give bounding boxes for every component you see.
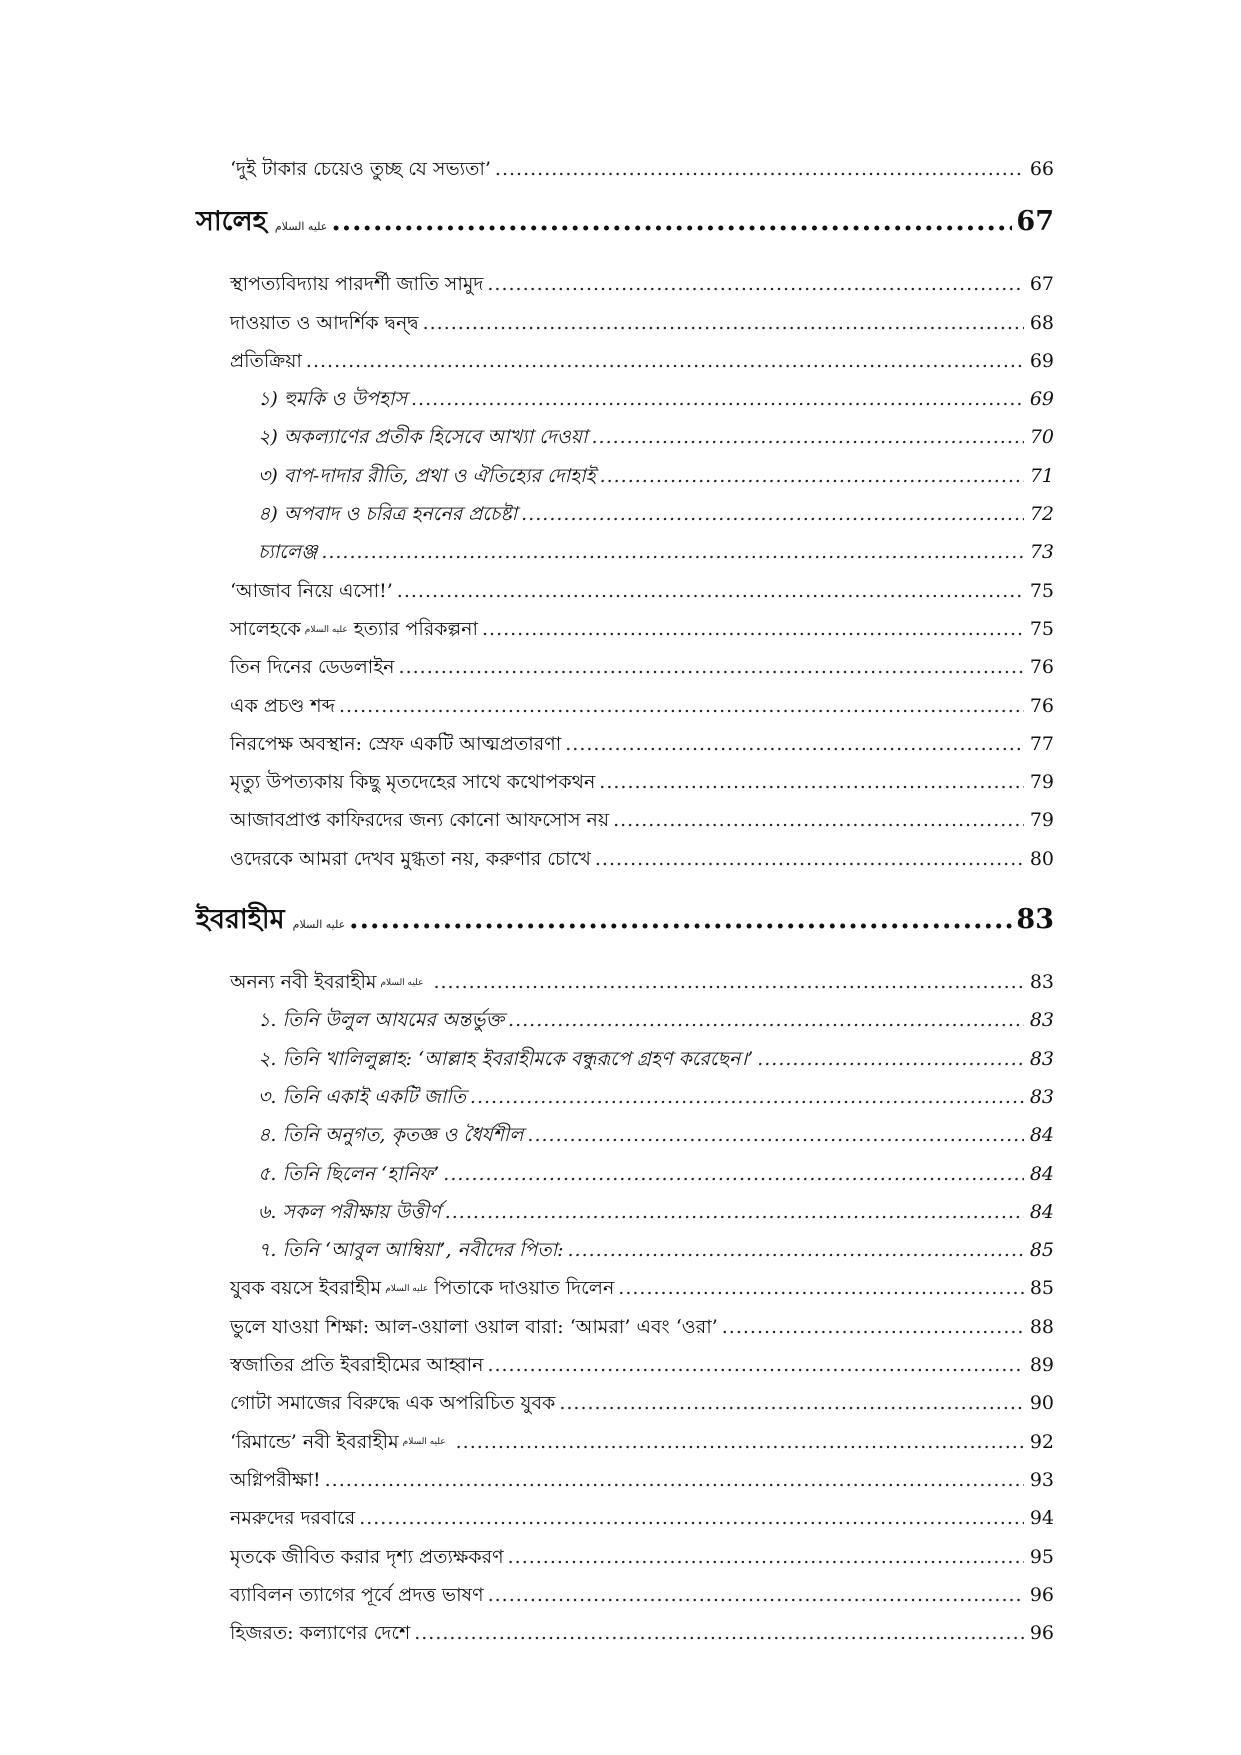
toc-entry-label: ব্যাবিলন ত্যাগের পূর্বে প্রদত্ত ভাষণ [230, 1583, 484, 1606]
toc-entry-page: 70 [1029, 426, 1054, 449]
toc-subentry[interactable] [196, 1231, 1054, 1269]
toc-entry[interactable] [196, 304, 1054, 342]
toc-entry-label: দাওয়াত ও আদর্শিক দ্বন্দ্ব [230, 311, 419, 334]
toc-entry[interactable] [196, 150, 1054, 188]
label-part: সালেহকে [230, 617, 301, 640]
toc-entry[interactable] [196, 648, 1054, 686]
label-part: অনন্য নবী ইবরাহীম [230, 971, 377, 994]
dot-leader [508, 1001, 1024, 1039]
toc-entry-page: 83 [1029, 1047, 1054, 1070]
dot-leader [433, 963, 1024, 1001]
toc-entry-label [230, 963, 429, 1002]
toc-entry-label: চ্যালেঞ্জ [258, 541, 318, 564]
chapter-title: সালেহ [196, 206, 267, 238]
honorific-calligraphy-icon: عليه السلام [292, 918, 346, 932]
toc-entry-page: 79 [1029, 771, 1054, 794]
label-part: ‘রিমান্ডে’ নবী ইবরাহীম [230, 1430, 399, 1453]
toc-entry-page: 66 [1029, 158, 1054, 180]
dot-leader [411, 380, 1024, 418]
dot-leader [443, 1155, 1024, 1193]
dot-leader [470, 1078, 1024, 1116]
toc-entry-label: ভুলে যাওয়া শিক্ষা: আল-ওয়ালা ওয়াল বারা: ‘আমরা’ এবং ‘ওরা’ [230, 1315, 718, 1338]
toc-entry-page: 83 [1029, 1085, 1054, 1108]
toc-entry-label: ১) হুমকি ও উপহাস [258, 388, 407, 411]
toc-entry[interactable] [196, 1576, 1054, 1614]
toc-entry-page: 93 [1029, 1468, 1054, 1491]
toc-subentry[interactable] [196, 1001, 1054, 1039]
dot-leader [487, 1346, 1024, 1384]
label-part: যুবক বয়সে ইবরাহীম [230, 1277, 382, 1300]
toc-entry-page: 69 [1029, 388, 1054, 411]
toc-entry-page: 73 [1029, 541, 1054, 564]
toc-entry-label: অগ্নিপরীক্ষা! [230, 1468, 321, 1491]
toc-entry-page: 95 [1029, 1545, 1054, 1568]
dot-leader [487, 265, 1024, 303]
dot-leader [349, 900, 1012, 940]
toc-entry-label: প্রতিক্রিয়া [230, 349, 302, 372]
toc-entry[interactable] [196, 1308, 1054, 1346]
dot-leader [445, 1193, 1024, 1231]
dot-leader [567, 1231, 1024, 1269]
dot-leader [414, 1614, 1024, 1652]
toc-entry[interactable] [196, 265, 1054, 303]
chapter-heading-ibrahim[interactable] [196, 900, 1054, 945]
toc-entry[interactable] [196, 1499, 1054, 1537]
dot-leader [559, 1384, 1024, 1422]
toc-subentry[interactable] [196, 495, 1054, 533]
toc-subentry[interactable] [196, 1116, 1054, 1154]
dot-leader [527, 1116, 1024, 1154]
dot-leader [613, 801, 1024, 839]
toc-subentry[interactable] [196, 418, 1054, 456]
toc-entry-label: ৩) বাপ-দাদার রীতি, প্রথা ও ঐতিহ্যের দোহাই [258, 464, 596, 487]
dot-leader [599, 763, 1024, 801]
dot-leader [600, 457, 1024, 495]
toc-entry[interactable] [196, 1423, 1054, 1461]
toc-entry-label: ২. তিনি খালিলুল্লাহ: ‘আল্লাহ ইবরাহীমকে বন্ধুরূপে গ্রহণ করেছেন।’ [258, 1047, 754, 1070]
dot-leader [456, 1423, 1024, 1461]
toc-entry-page: 96 [1029, 1583, 1054, 1606]
toc-subentry[interactable] [196, 380, 1054, 418]
toc-entry-page: 77 [1029, 732, 1054, 755]
toc-subentry[interactable] [196, 1040, 1054, 1078]
toc-entry[interactable] [196, 725, 1054, 763]
toc-entry[interactable] [196, 610, 1054, 648]
toc-subentry[interactable] [196, 533, 1054, 571]
toc-entry-page: 83 [1029, 1009, 1054, 1032]
dot-leader [321, 533, 1024, 571]
dot-leader [399, 648, 1024, 686]
toc-entry-label: ওদেরকে আমরা দেখব মুগ্ধতা নয়, করুণার চোখে [230, 847, 591, 870]
toc-entry-label: তিন দিনের ডেডলাইন [230, 656, 395, 679]
label-part: পিতাকে দাওয়াত দিলেন [434, 1277, 615, 1300]
toc-entry-page: 85 [1029, 1239, 1054, 1262]
toc-entry-page: 90 [1029, 1392, 1054, 1415]
dot-leader [359, 1499, 1024, 1537]
toc-entry-page: 68 [1029, 311, 1054, 334]
toc-entry-label: ২) অকল্যাণের প্রতীক হিসেবে আখ্যা দেওয়া [258, 426, 588, 449]
toc-entry-label: ‘আজাব নিয়ে এসো!’ [230, 579, 393, 602]
toc-entry-page: 72 [1029, 503, 1054, 526]
dot-leader [306, 342, 1024, 380]
dot-leader [339, 687, 1024, 725]
toc-entry-label: ৪) অপবাদ ও চরিত্র হননের প্রচেষ্টা [258, 503, 518, 526]
toc-entry-label: ১. তিনি উলুল আযমের অন্তর্ভুক্ত [258, 1009, 505, 1032]
chapter-page: 67 [1016, 206, 1054, 238]
toc-entry-page: 75 [1029, 617, 1054, 640]
toc-entry-page: 84 [1029, 1124, 1054, 1147]
toc-entry-page: 84 [1029, 1162, 1054, 1185]
dot-leader [508, 1538, 1024, 1576]
toc-entry-label: এক প্রচণ্ড শব্দ [230, 694, 335, 717]
toc-entry-label: ‘দুই টাকার চেয়েও তুচ্ছ যে সভ্যতা’ [230, 158, 491, 180]
toc-entry-page: 80 [1029, 847, 1054, 870]
dot-leader [325, 1461, 1024, 1499]
dot-leader [565, 725, 1024, 763]
toc-entry-label [230, 1423, 452, 1462]
toc-entry-label: মৃতকে জীবিত করার দৃশ্য প্রত্যক্ষকরণ [230, 1545, 504, 1568]
toc-entry-label: ৪. তিনি অনুগত, কৃতজ্ঞ ও ধৈর্যশীল [258, 1124, 524, 1147]
toc-entry[interactable] [196, 687, 1054, 725]
dot-leader [423, 304, 1024, 342]
toc-entry[interactable] [196, 1538, 1054, 1576]
toc-entry-label: ৩. তিনি একাই একটি জাতি [258, 1085, 466, 1108]
toc-entry-label: হিজরত: কল্যাণের দেশে [230, 1622, 411, 1645]
dot-leader [521, 495, 1024, 533]
toc-entry-page: 89 [1029, 1354, 1054, 1377]
toc-entry-page: 85 [1029, 1277, 1054, 1300]
label-part: হত্যার পরিকল্পনা [353, 617, 478, 640]
dot-leader [482, 610, 1024, 648]
toc-entry-page: 92 [1029, 1430, 1054, 1453]
toc-entry-label: ৫. তিনি ছিলেন ‘হানিফ’ [258, 1162, 440, 1185]
toc-entry-page: 96 [1029, 1622, 1054, 1645]
toc-entry-label: ৭. তিনি ‘আবুল আম্বিয়া’, নবীদের পিতা: [258, 1239, 564, 1262]
chapter-page: 83 [1016, 904, 1054, 936]
honorific-calligraphy-icon: عليه السلام [274, 220, 328, 234]
dot-leader [397, 572, 1024, 610]
toc-entry[interactable] [196, 342, 1054, 380]
toc-entry[interactable] [196, 840, 1054, 878]
toc-entry[interactable] [196, 1346, 1054, 1384]
honorific-calligraphy-icon: عليه السلام [380, 977, 424, 988]
toc-entry-page: 69 [1029, 349, 1054, 372]
honorific-calligraphy-icon: عليه السلام [304, 624, 348, 635]
toc-subentry[interactable] [196, 1078, 1054, 1116]
toc-entry-page: 75 [1029, 579, 1054, 602]
toc-entry[interactable] [196, 963, 1054, 1001]
chapter-heading-saleh[interactable] [196, 202, 1054, 247]
toc-entry-page: 83 [1029, 971, 1054, 994]
dot-leader [488, 1576, 1024, 1614]
dot-leader [595, 840, 1024, 878]
toc-entry[interactable] [196, 572, 1054, 610]
toc-entry-label: আজাবপ্রাপ্ত কাফিরদের জন্য কোনো আফসোস নয় [230, 809, 610, 832]
dot-leader [618, 1269, 1024, 1307]
toc-entry-label [230, 1269, 614, 1308]
honorific-calligraphy-icon: عليه السلام [402, 1437, 446, 1448]
toc-entry[interactable] [196, 1384, 1054, 1422]
toc-entry[interactable] [196, 1461, 1054, 1499]
dot-leader [591, 418, 1024, 456]
toc-entry-label: স্বজাতির প্রতি ইবরাহীমের আহ্বান [230, 1354, 484, 1377]
toc-entry-label: নমরুদের দরবারে [230, 1507, 356, 1530]
toc-entry-label: মৃত্যু উপত্যকায় কিছু মৃতদেহের সাথে কথোপকথন [230, 771, 596, 794]
toc-subentry[interactable] [196, 457, 1054, 495]
dot-leader [722, 1308, 1024, 1346]
chapter-title: ইবরাহীম [196, 904, 285, 936]
toc-entry-page: 76 [1029, 656, 1054, 679]
toc-entry-page: 76 [1029, 694, 1054, 717]
toc-subentry[interactable] [196, 1193, 1054, 1231]
toc-entry-label: গোটা সমাজের বিরুদ্ধে এক অপরিচিত যুবক [230, 1392, 556, 1415]
table-of-contents [196, 150, 1054, 1652]
toc-entry-page: 88 [1029, 1315, 1054, 1338]
toc-entry-label [230, 610, 478, 649]
toc-entry-label: নিরপেক্ষ অবস্থান: স্রেফ একটি আত্মপ্রতারণা [230, 732, 562, 755]
toc-entry[interactable] [196, 763, 1054, 801]
toc-entry-label: স্থাপত্যবিদ্যায় পারদর্শী জাতি সামুদ [230, 273, 484, 296]
toc-entry-page: 84 [1029, 1200, 1054, 1223]
dot-leader [331, 202, 1012, 242]
dot-leader [757, 1040, 1024, 1078]
honorific-calligraphy-icon: عليه السلام [385, 1284, 429, 1295]
toc-entry-page: 67 [1029, 273, 1054, 296]
toc-entry[interactable] [196, 1614, 1054, 1652]
toc-entry-page: 94 [1029, 1507, 1054, 1530]
toc-entry[interactable] [196, 1269, 1054, 1307]
toc-entry-label: ৬. সকল পরীক্ষায় উত্তীর্ণ [258, 1200, 441, 1223]
toc-subentry[interactable] [196, 1155, 1054, 1193]
dot-leader [495, 150, 1024, 188]
toc-entry-page: 79 [1029, 809, 1054, 832]
toc-entry[interactable] [196, 801, 1054, 839]
toc-entry-page: 71 [1029, 464, 1054, 487]
